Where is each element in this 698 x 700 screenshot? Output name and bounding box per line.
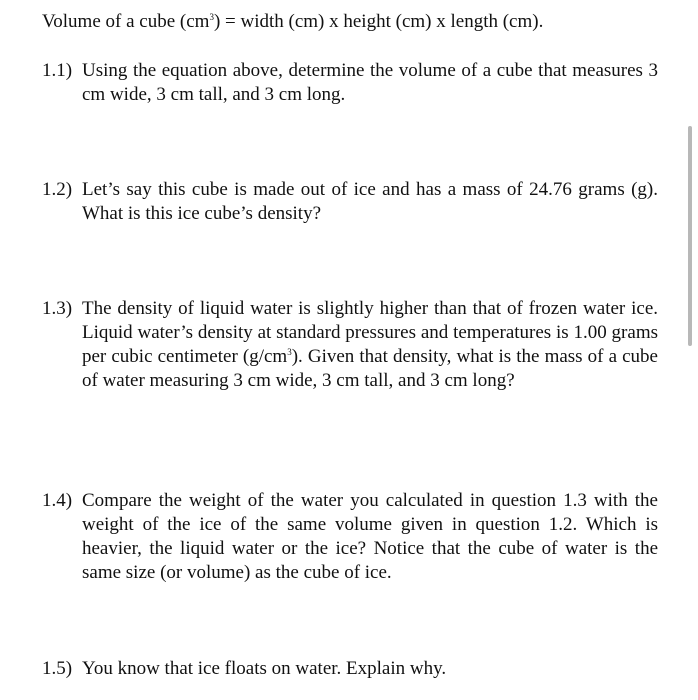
question-1-1: [42, 59, 658, 107]
question-number: 1.5): [42, 658, 73, 679]
question-number: 1.2): [42, 179, 73, 200]
question-text: The density of liquid water is slightly higher than that of frozen water ice. Liquid water’s density at standard pressures and temperatures is 1.00 grams per cubic centimeter $(g/cm^3)$. Given that density, what is the mass of a cube of water measuring 3 cm wide, 3 cm tall, and 3 cm long?: [82, 298, 658, 391]
question-number: 1.4): [42, 490, 73, 511]
question-1-2: [42, 178, 658, 226]
question-number: 1.1): [42, 60, 73, 81]
question-number: 1.3): [42, 298, 73, 319]
question-text: Using the equation above, determine the volume of a cube that measures 3 cm wide, 3 cm tall, and 3 cm long.: [82, 60, 658, 105]
vertical-scrollbar[interactable]: [688, 126, 692, 346]
question-text: Compare the weight of the water you calculated in question 1.3 with the weight of the ice of the same volume given in question 1.2. Which is heavier, the liquid water or the ice? Notice that the cube of water is the same size (or volume) as the cube of ice.: [82, 490, 658, 583]
question-1-4: [42, 489, 658, 585]
question-1-3: [42, 297, 658, 393]
question-1-5: [42, 657, 658, 681]
volume-equation: Volume of a cube $(cm^3)$ = width (cm) x height (cm) x length (cm).: [42, 11, 544, 32]
question-text: You know that ice floats on water. Explain why.: [82, 658, 447, 679]
question-text: Let’s say this cube is made out of ice and has a mass of 24.76 grams (g). What is this ice cube’s density?: [82, 179, 658, 224]
